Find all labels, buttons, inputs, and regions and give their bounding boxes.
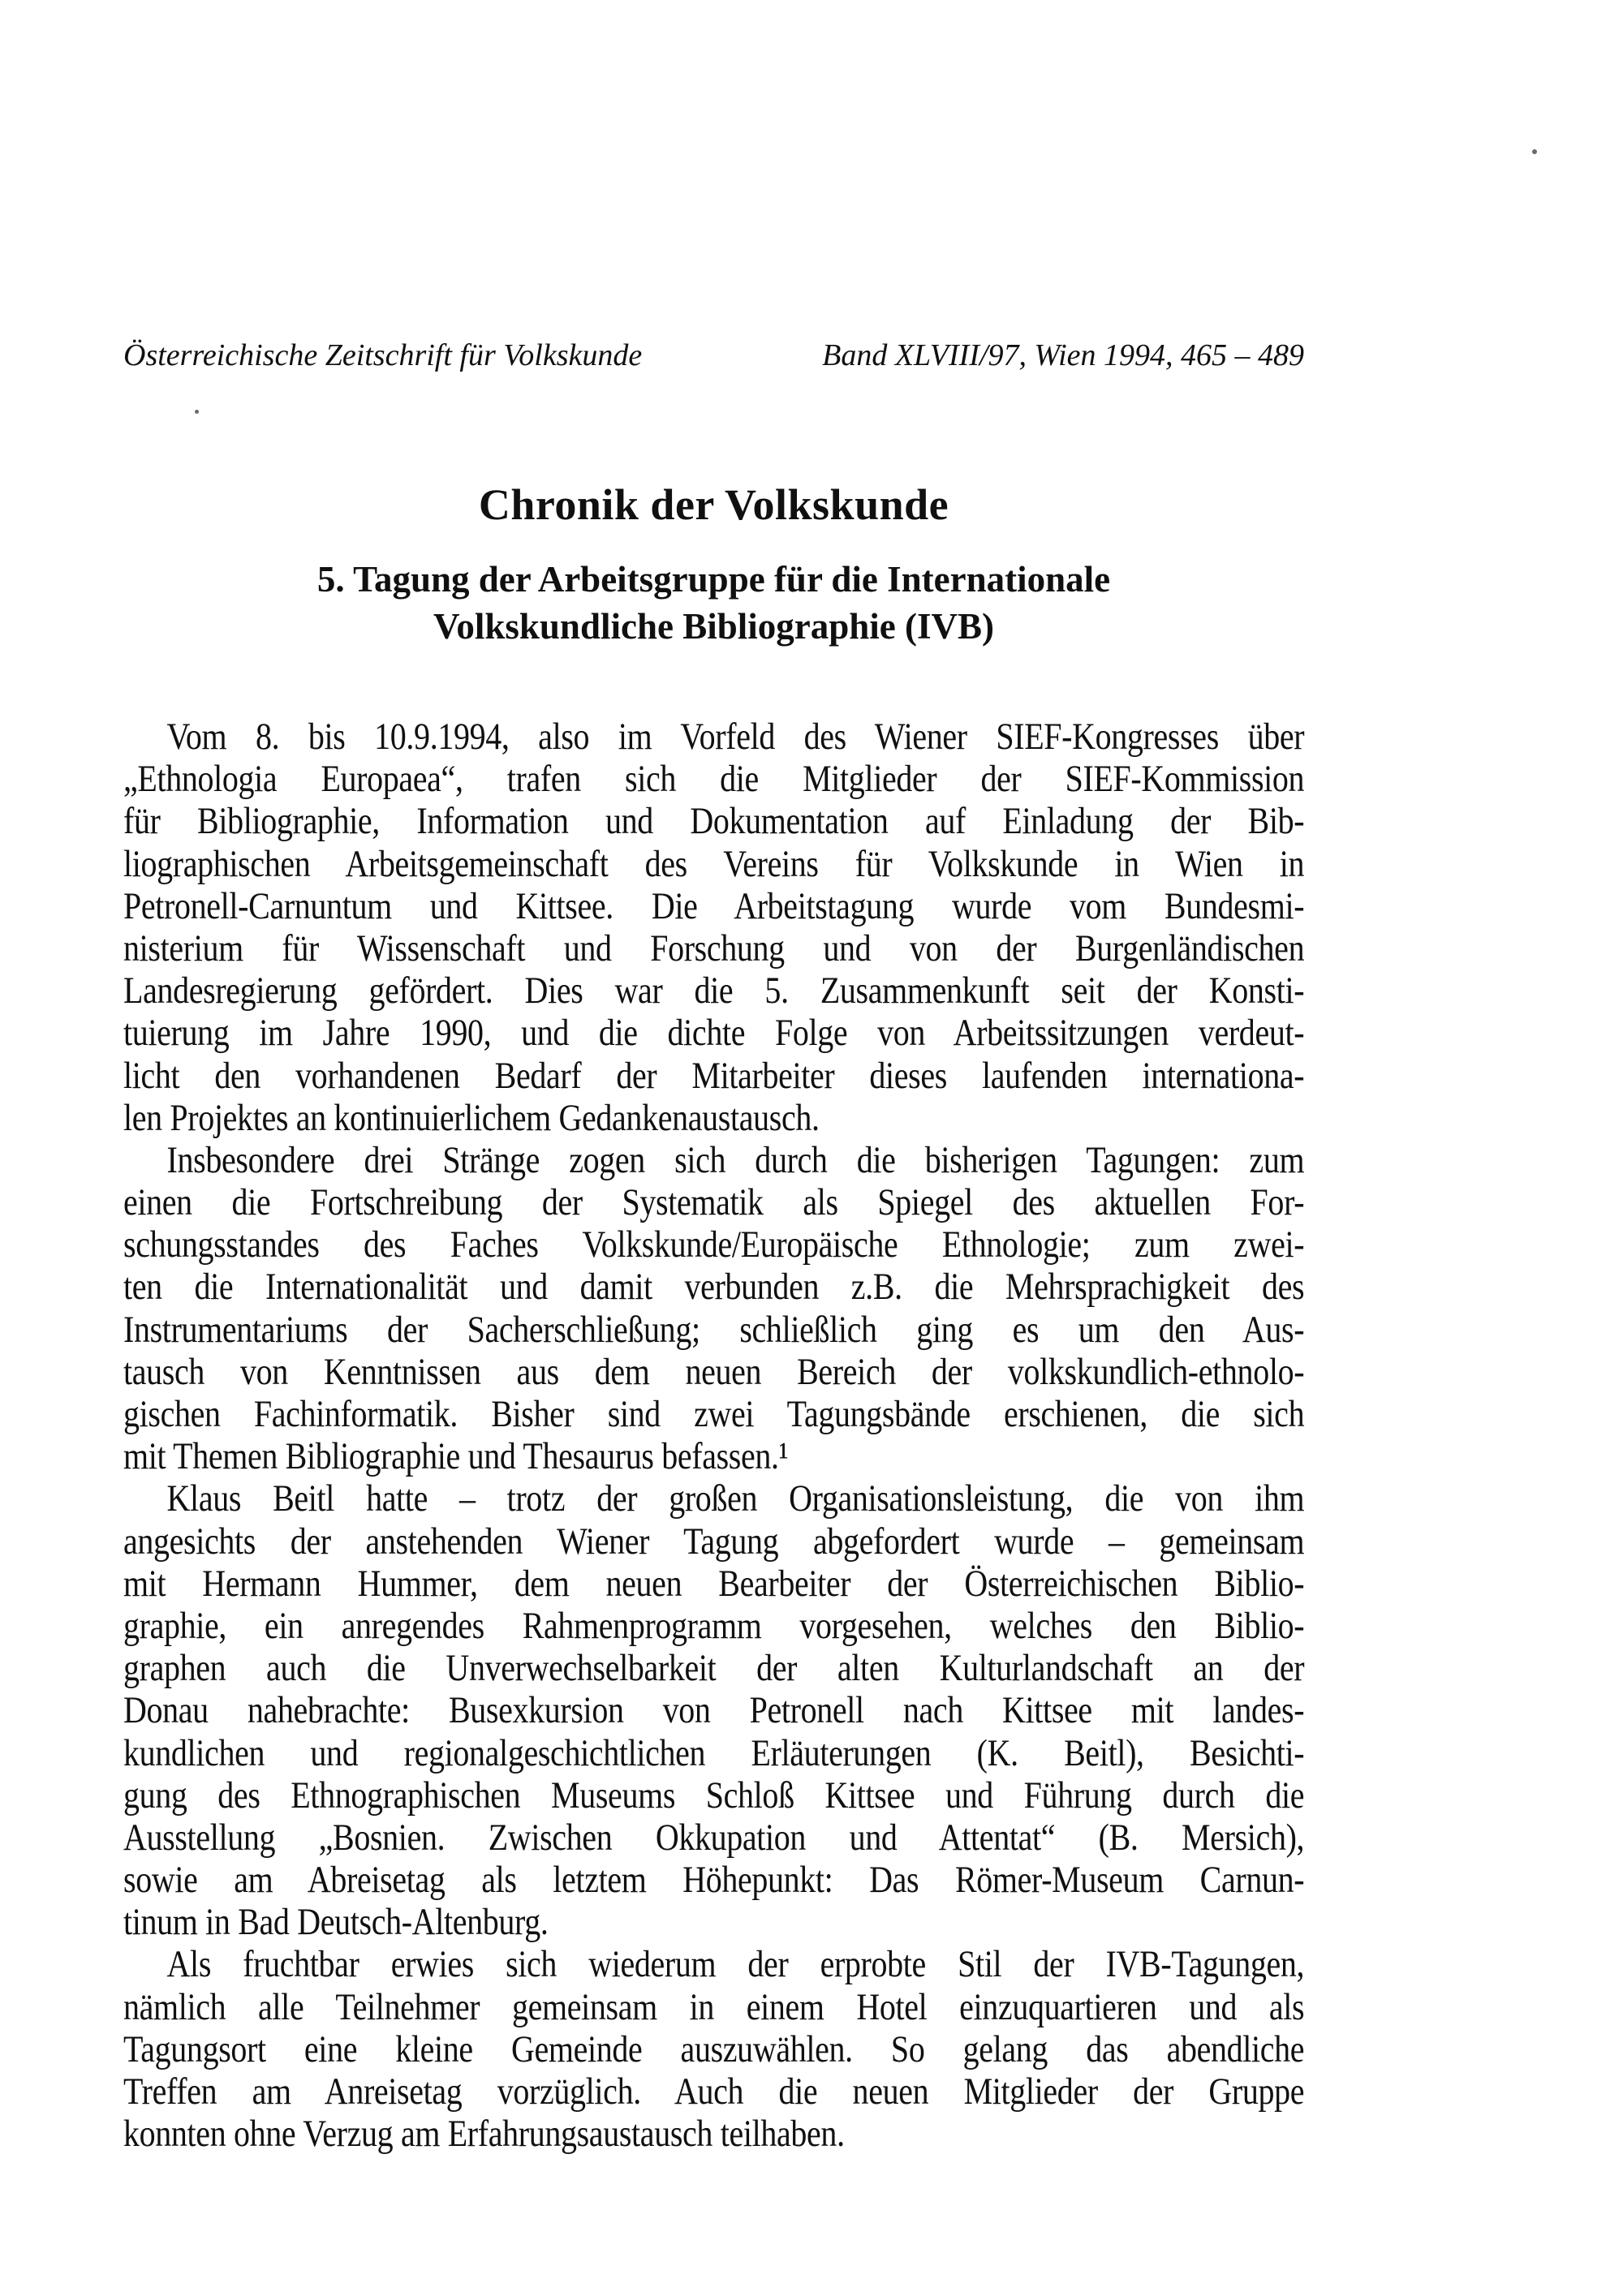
text-line: mit Hermann Hummer, dem neuen Bearbeiter der Österreichischen Biblio-: [123, 1562, 1305, 1605]
journal-title: Österreichische Zeitschrift für Volkskunde: [123, 338, 643, 372]
text-line: tausch von Kenntnissen aus dem neuen Bereich der volkskundlich-ethnolo-: [123, 1350, 1305, 1393]
text-line: Instrumentariums der Sacherschließung; schließlich ging es um den Aus-: [123, 1308, 1305, 1351]
scan-artifact-speck: [195, 410, 199, 414]
text-line: tuierung im Jahre 1990, und die dichte Folge von Arbeitssitzungen verdeut-: [123, 1012, 1305, 1055]
paragraph: [123, 716, 1304, 1139]
text-line: schungsstandes des Faches Volkskunde/Europäische Ethnologie; zum zwei-: [123, 1223, 1305, 1266]
text-line: Petronell-Carnuntum und Kittsee. Die Arbeitstagung wurde vom Bundesmi-: [123, 884, 1305, 927]
text-line: Donau nahebrachte: Busexkursion von Petronell nach Kittsee mit landes-: [123, 1689, 1305, 1732]
scan-artifact-speck: [1532, 149, 1537, 154]
running-header: [123, 336, 1304, 375]
volume-info: Band XLVIII/97, Wien 1994, 465 – 489: [822, 338, 1304, 372]
section-title: Chronik der Volkskunde: [478, 480, 949, 529]
text-line: Ausstellung „Bosnien. Zwischen Okkupation und Attentat“ (B. Mersich),: [123, 1816, 1305, 1859]
text-line: Als fruchtbar erwies sich wiederum der erprobte Stil der IVB-Tagungen,: [166, 1943, 1305, 1986]
text-line: Insbesondere drei Stränge zogen sich durch die bisherigen Tagungen: zum: [166, 1138, 1305, 1181]
text-line: graphen auch die Unverwechselbarkeit der alten Kulturlandschaft an der: [123, 1647, 1305, 1690]
text-line: tinum in Bad Deutsch-Altenburg.: [123, 1901, 549, 1944]
text-line: ten die Internationalität und damit verbunden z.B. die Mehrsprachigkeit des: [123, 1266, 1305, 1309]
paragraph: [123, 1477, 1304, 1943]
text-line: liographischen Arbeitsgemeinschaft des Vereins für Volkskunde in Wien in: [123, 842, 1305, 885]
text-line: einen die Fortschreibung der Systematik als Spiegel des aktuellen For-: [123, 1181, 1305, 1224]
text-line: licht den vorhandenen Bedarf der Mitarbeiter dieses laufenden internationa-: [123, 1054, 1305, 1097]
article-title-line1: 5. Tagung der Arbeitsgruppe für die Internationale: [316, 559, 1111, 600]
paragraph: [123, 1139, 1304, 1478]
text-line: angesichts der anstehenden Wiener Tagung abgefordert wurde – gemeinsam: [123, 1520, 1305, 1563]
article-body: [123, 716, 1304, 2155]
article-title-line2: Volkskundliche Bibliographie (IVB): [433, 606, 995, 647]
text-line: kundlichen und regionalgeschichtlichen Erläuterungen (K. Beitl), Besichti-: [123, 1731, 1305, 1774]
text-line: konnten ohne Verzug am Erfahrungsaustausch teilhaben.: [123, 2113, 845, 2156]
text-line: gischen Fachinformatik. Bisher sind zwei Tagungsbände erschienen, die sich: [123, 1393, 1305, 1435]
text-line: len Projektes an kontinuierlichem Gedankenaustausch.: [123, 1096, 820, 1139]
paragraph: [123, 1943, 1304, 2155]
text-line: gung des Ethnographischen Museums Schloß Kittsee und Führung durch die: [123, 1774, 1305, 1817]
text-line: mit Themen Bibliographie und Thesaurus befassen.¹: [123, 1435, 789, 1478]
text-line: sowie am Abreisetag als letztem Höhepunkt: Das Römer-Museum Carnun-: [123, 1859, 1305, 1902]
text-line: „Ethnologia Europaea“, trafen sich die Mitglieder der SIEF-Kommission: [123, 758, 1305, 801]
text-line: nämlich alle Teilnehmer gemeinsam in einem Hotel einzuquartieren und als: [123, 1985, 1305, 2028]
text-line: Klaus Beitl hatte – trotz der großen Organisationsleistung, die von ihm: [166, 1477, 1305, 1520]
text-line: nisterium für Wissenschaft und Forschung und von der Burgenländischen: [123, 927, 1305, 970]
text-line: Treffen am Anreisetag vorzüglich. Auch die neuen Mitglieder der Gruppe: [123, 2070, 1305, 2113]
text-line: Tagungsort eine kleine Gemeinde auszuwählen. So gelang das abendliche: [123, 2027, 1305, 2070]
text-line: für Bibliographie, Information und Dokumentation auf Einladung der Bib-: [123, 800, 1305, 843]
text-line: graphie, ein anregendes Rahmenprogramm vorgesehen, welches den Biblio-: [123, 1604, 1305, 1647]
text-line: Landesregierung gefördert. Dies war die 5. Zusammenkunft seit der Konsti-: [123, 970, 1305, 1013]
text-line: Vom 8. bis 10.9.1994, also im Vorfeld des Wiener SIEF-Kongresses über: [166, 716, 1305, 758]
